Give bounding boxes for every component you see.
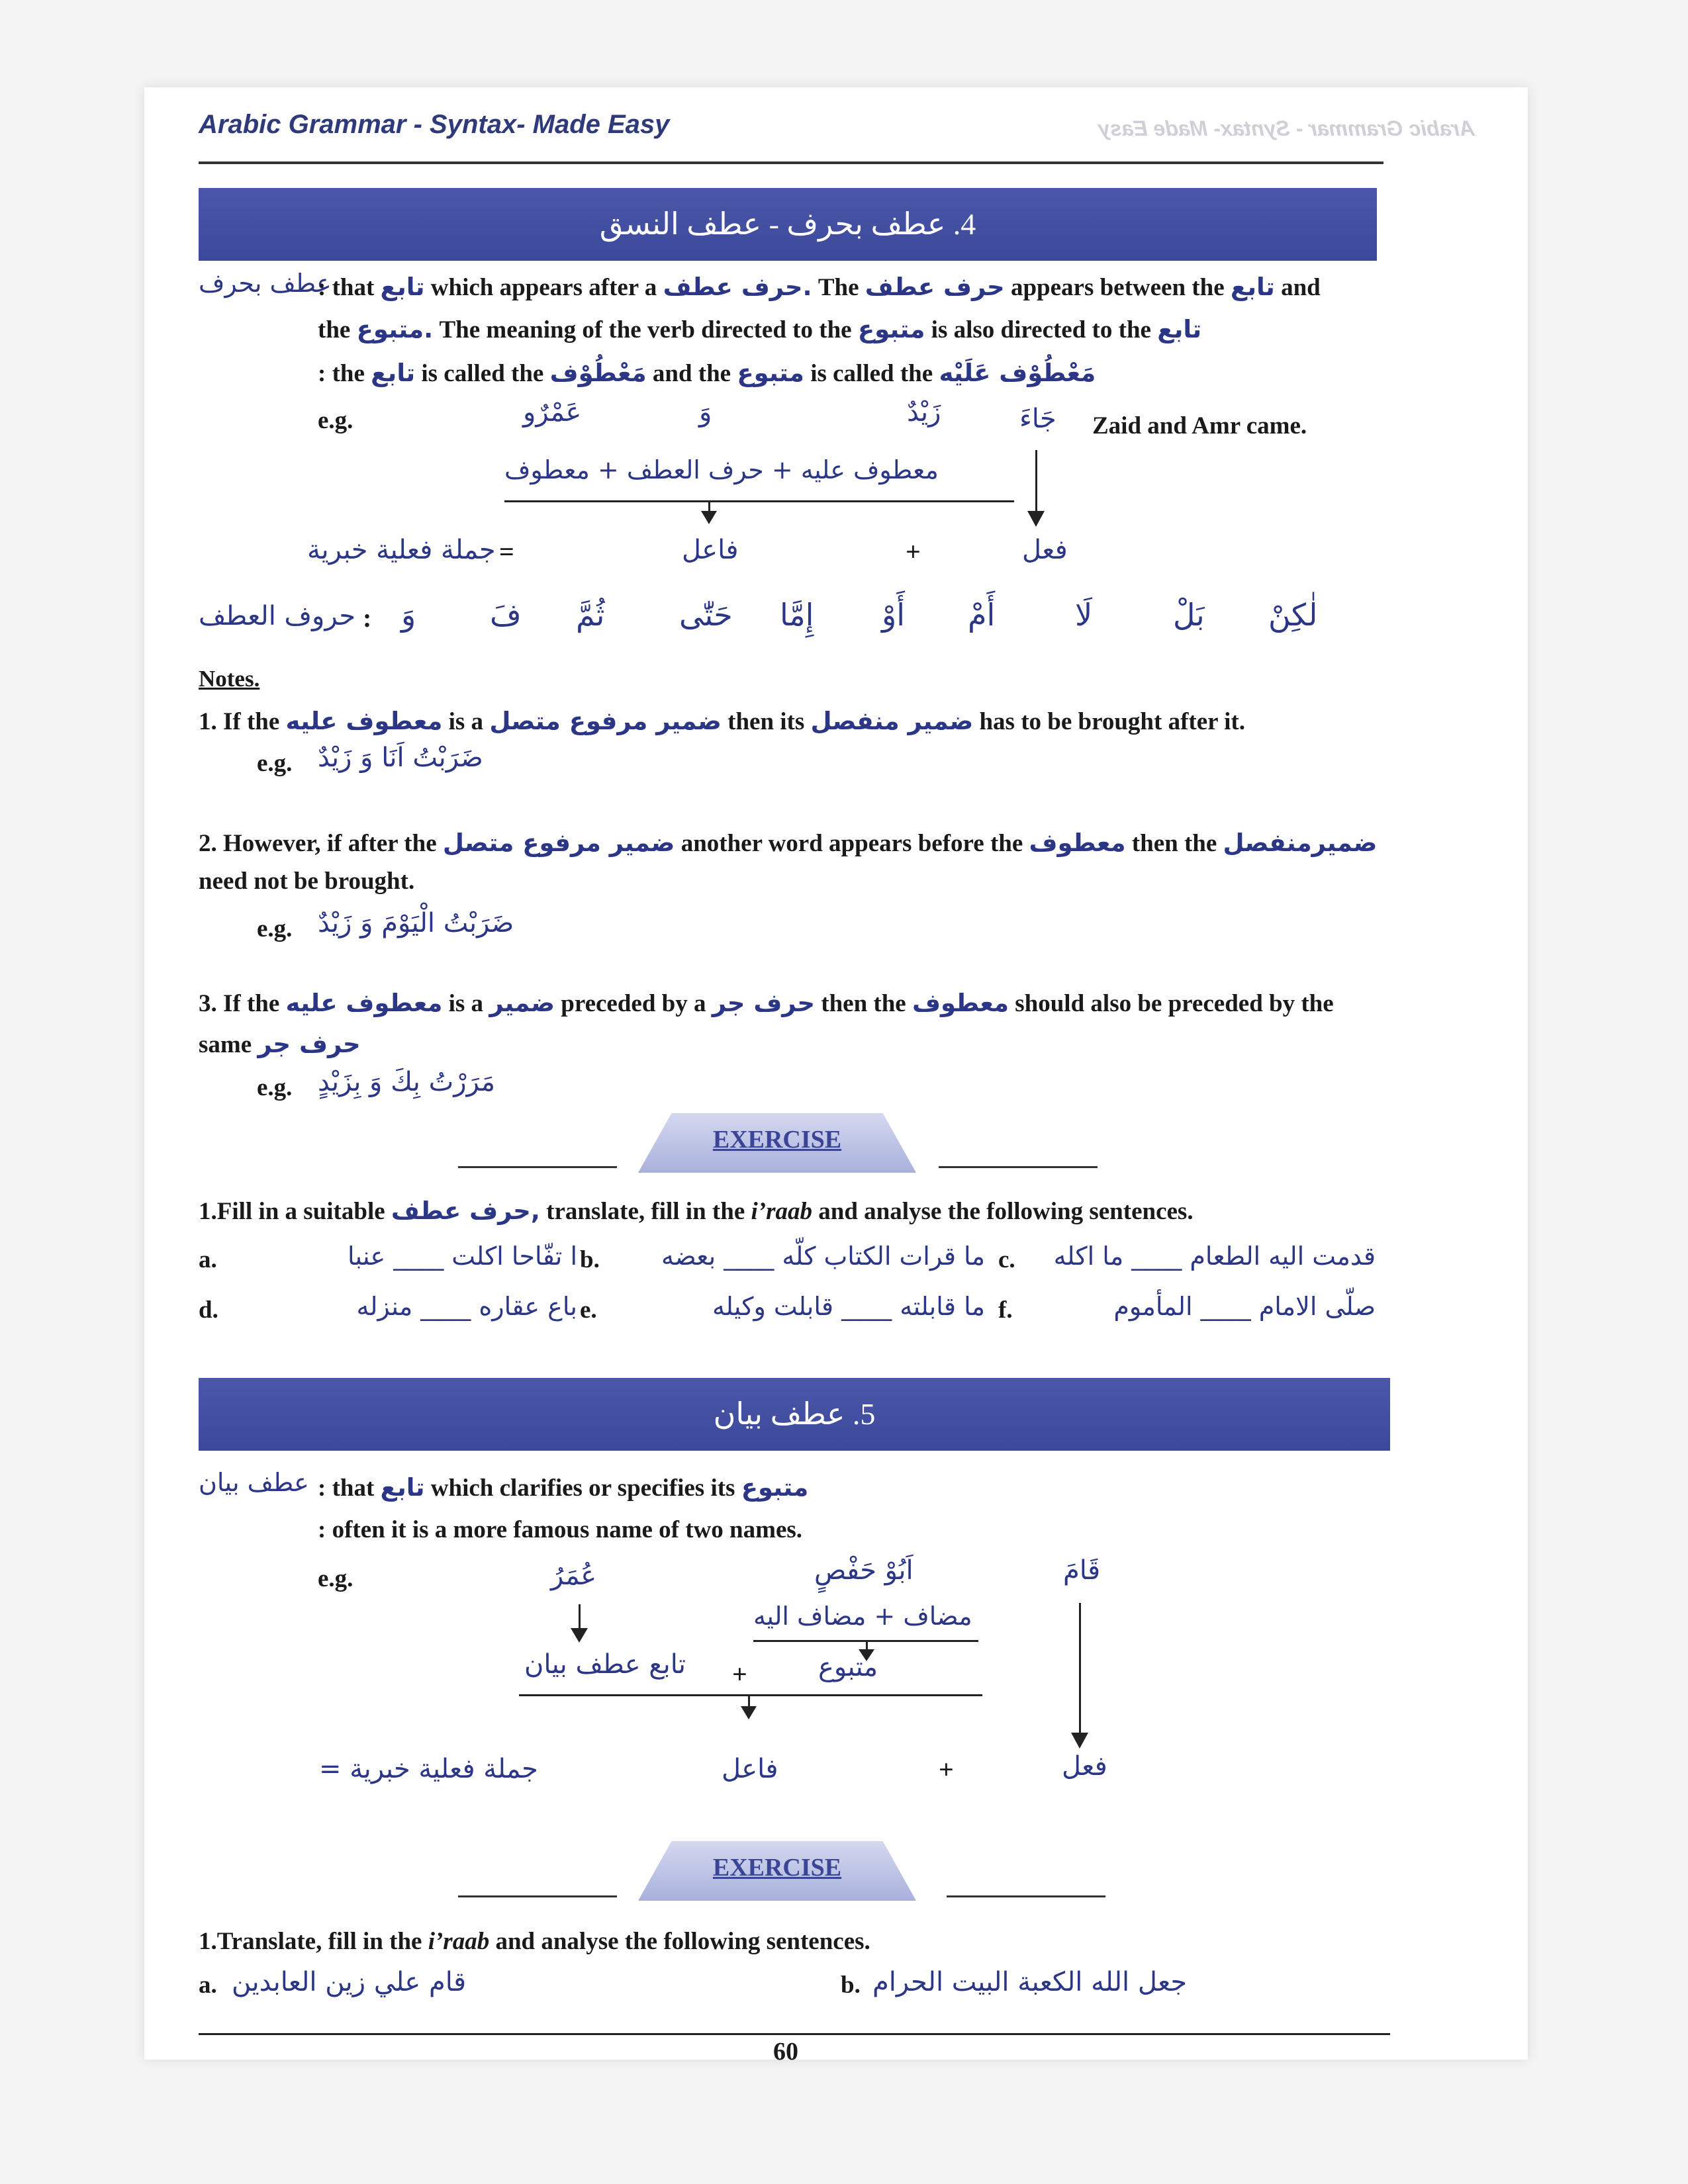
note-3-line-2: same حرف جر: [199, 1030, 361, 1058]
ex-translation: Zaid and Amr came.: [1092, 412, 1307, 439]
item-e-letter: e.: [580, 1297, 597, 1324]
page-number: 60: [773, 2038, 798, 2066]
footer-rule: [199, 2033, 1390, 2035]
section-5-def-1: : that تابع which clarifies or specifies its متبوع: [318, 1473, 809, 1502]
item-a-letter: a.: [199, 1246, 217, 1273]
exercise-label: EXERCISE: [712, 1126, 842, 1154]
notes-heading: Notes.: [199, 666, 260, 692]
particle-wa: وَ: [401, 597, 416, 633]
particles-colon: :: [363, 603, 372, 633]
item-c-letter: c.: [998, 1246, 1015, 1273]
note-2-example: ضَرَبْتُ الْيَوْمَ وَ زَيْدٌ: [318, 908, 514, 938]
particle-hatta: حَتّٰى: [679, 597, 733, 633]
note-2-eg: e.g.: [257, 915, 293, 942]
def-line-3: : the تابع is called the مَعْطُوْف and the متبوع is called the مَعْطُوْف عَلَيْه: [318, 359, 1096, 387]
section-5-abu-hafs: اَبُوْ حَفْصٍ: [814, 1555, 914, 1586]
particle-aw: أَوْ: [882, 597, 905, 633]
matbu-label: متبوع: [818, 1652, 878, 1682]
note-1: 1. If the معطوف عليه is a ضمير مرفوع متصل then its ضمير منفصل has to be brought after it.: [199, 707, 1245, 735]
note-1-example: ضَرَبْتُ اَنَا وَ زَيْدٌ: [318, 743, 483, 773]
exercise-2-rule-left: [458, 1895, 617, 1897]
exercise-rule-right: [939, 1166, 1098, 1168]
section-5-title: 5. عطف بيان: [713, 1397, 876, 1431]
ex-word-amr: عَمْرٌو: [523, 397, 582, 428]
term-atf-bayan: عطف بيان: [199, 1468, 309, 1497]
def-line-2: the متبوع. The meaning of the verb directed to the متبوع is also directed to the تابع: [318, 315, 1202, 343]
section-4-title: 4. عطف بحرف - عطف النسق: [599, 207, 976, 241]
exercise-2-item-a-letter: a.: [199, 1972, 217, 1999]
arrow-umar-line: [579, 1604, 581, 1631]
section-5-qaama: قَامَ: [1063, 1555, 1101, 1586]
note-3-eg: e.g.: [257, 1074, 293, 1101]
section-5-fail: فاعل: [722, 1754, 778, 1784]
exercise-2-item-b-letter: b.: [841, 1972, 861, 1999]
particles-label: حروف العطف: [199, 601, 356, 631]
running-header: Arabic Grammar - Syntax- Made Easy: [199, 110, 670, 139]
item-b-text: ما قرات الكتاب كلّه ____ بعضه: [661, 1242, 985, 1271]
item-d-text: باع عقاره ____ منزله: [356, 1292, 577, 1321]
idafa-label: مضاف + مضاف اليه: [753, 1602, 972, 1631]
ex-word-jaa: جَاءَ: [1019, 404, 1056, 434]
item-d-letter: d.: [199, 1297, 218, 1324]
item-b-letter: b.: [580, 1246, 600, 1273]
section-4-banner: [199, 188, 1377, 261]
section-5-banner: [199, 1378, 1390, 1451]
arrow-qaama-line: [1079, 1603, 1081, 1735]
exercise-2-item-b: جعل الله الكعبة البيت الحرام: [872, 1967, 1188, 1997]
section-5-fil: فعل: [1062, 1751, 1107, 1782]
particle-thumma: ثُمَّ: [576, 597, 605, 633]
analysis-plus: +: [906, 537, 921, 567]
exercise-2-instructions: 1.Translate, fill in the i’raab and analyse the following sentences.: [199, 1928, 870, 1955]
item-e-text: ما قابلته ____ قابلت وكيله: [712, 1292, 985, 1321]
particle-imma: إِمَّا: [780, 597, 814, 633]
arrow-down-icon: [571, 1628, 588, 1643]
exercise-2-item-a: قام علي زين العابدين: [232, 1967, 467, 1997]
section-5-eg: e.g.: [318, 1565, 353, 1592]
section-5-umar: عُمَرُ: [551, 1561, 597, 1591]
ex-word-zaid: زَيْدٌ: [907, 397, 941, 428]
book-page: [144, 87, 1528, 2060]
ex-word-wa: وَ: [699, 397, 712, 428]
particle-lakin: لٰكِنْ: [1268, 597, 1318, 633]
analysis-jumla: جملة فعلية خبرية: [307, 535, 496, 565]
arrow-down-icon: [741, 1706, 757, 1719]
analysis-fil: فعل: [1022, 535, 1068, 565]
analysis-underline: [504, 500, 1014, 502]
analysis-row-1: معطوف عليه + حرف العطف + معطوف: [504, 455, 939, 484]
item-c-text: قدمت اليه الطعام ____ ما اكله: [1053, 1242, 1376, 1271]
exercise-2-rule-right: [947, 1895, 1105, 1897]
particle-bal: بَلْ: [1173, 597, 1205, 633]
def-line-1: : that تابع which appears after a حرف عطف. The حرف عطف appears between the تابع and: [318, 273, 1321, 301]
item-a-text: ا تفّاحا اكلت ____ عنبا: [347, 1242, 577, 1271]
particle-la: لَا: [1075, 597, 1093, 633]
arrow-down-icon: [701, 511, 717, 524]
note-2-line-1: 2. However, if after the ضمير مرفوع متصل another word appears before the معطوف then the ضميرمنفصل: [199, 829, 1378, 857]
bleed-through-header: Arabic Grammar - Syntax- Made Easy: [1098, 116, 1475, 140]
arrow-down-icon: [1071, 1733, 1088, 1749]
section-5-jumla: = جملة فعلية خبرية: [319, 1754, 538, 1784]
note-2-line-2: need not be brought.: [199, 868, 415, 895]
analysis-underline-2: [519, 1694, 982, 1696]
arrow-down-icon: [1027, 511, 1045, 527]
tabi-label: تابع عطف بيان: [524, 1649, 686, 1680]
particle-fa: فَ: [490, 597, 522, 633]
section-5-def-2: : often it is a more famous name of two names.: [318, 1516, 803, 1543]
header-rule: [199, 161, 1383, 164]
analysis-eq: =: [499, 537, 514, 567]
section-5-plus-1: +: [732, 1659, 747, 1689]
note-3-example: مَرَرْتُ بِكَ وَ بِزَيْدٍ: [318, 1067, 496, 1097]
item-f-text: صلّى الامام ____ المأموم: [1113, 1292, 1376, 1321]
analysis-fail: فاعل: [682, 535, 739, 565]
particle-am: أَمْ: [968, 597, 996, 633]
arrow-jaa-line: [1035, 450, 1037, 515]
note-1-eg: e.g.: [257, 750, 293, 777]
item-f-letter: f.: [998, 1297, 1013, 1324]
exercise-rule-left: [458, 1166, 617, 1168]
exercise-instructions: 1.Fill in a suitable حرف عطف, translate, fill in the i’raab and analyse the following sentences.: [199, 1197, 1194, 1225]
section-5-plus-2: +: [939, 1754, 954, 1784]
note-3-line-1: 3. If the معطوف عليه is a ضمير preceded by a حرف جر then the معطوف should also be preceded by the: [199, 989, 1334, 1017]
term-atf-bi-harf: عطف بحرف: [199, 269, 332, 298]
eg-label: e.g.: [318, 407, 353, 434]
exercise-2-label: EXERCISE: [712, 1854, 842, 1882]
